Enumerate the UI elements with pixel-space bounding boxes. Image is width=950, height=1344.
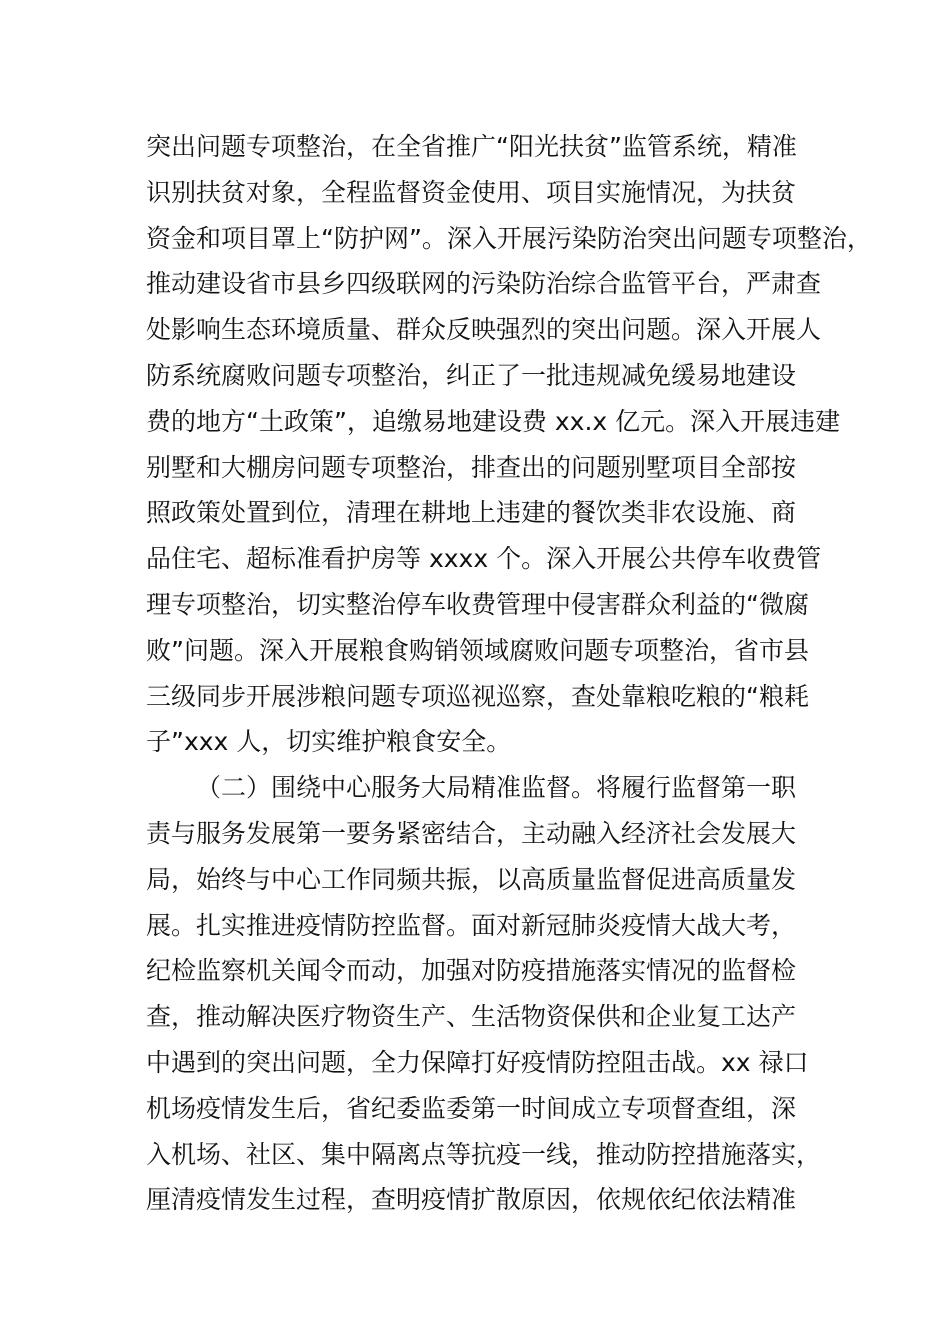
text-line: 中遇到的突出问题，全力保障打好疫情防控阻击战。xx 禄口 [146, 1047, 809, 1077]
text-line: 纪检监察机关闻令而动，加强对防疫措施落实情况的监督检 [146, 956, 797, 986]
text-line: 三级同步开展涉粮问题专项巡视巡察，查处靠粮吃粮的“粮耗 [146, 681, 809, 711]
text-line: 突出问题专项整治，在全省推广“阳光扶贫”监管系统，精准 [146, 132, 797, 161]
text-line: 子”xxx 人，切实维护粮食安全。 [146, 727, 512, 757]
text-line: 推动建设省市县乡四级联网的污染防治综合监管平台，严肃查 [146, 269, 822, 299]
text-line: 品住宅、超标准看护房等 xxxx 个。深入开展公共停车收费管 [146, 544, 822, 574]
text-line: 入机场、社区、集中隔离点等抗疫一线，推动防控措施落实， [146, 1139, 822, 1169]
text-line: 别墅和大棚房问题专项整治，排查出的问题别墅项目全部按 [146, 452, 797, 482]
text-line: 厘清疫情发生过程，查明疫情扩散原因，依规依纪依法精准 [146, 1185, 797, 1215]
text-line: 处影响生态环境质量、群众反映强烈的突出问题。深入开展人 [146, 315, 822, 345]
text-line: 识别扶贫对象，全程监督资金使用、项目实施情况，为扶贫 [146, 177, 797, 207]
body-text [146, 124, 872, 1223]
text-line: 防系统腐败问题专项整治，纠正了一批违规减免缓易地建设 [146, 360, 797, 390]
text-line: 照政策处置到位，清理在耕地上违建的餐饮类非农设施、商 [146, 498, 797, 528]
text-line: 费的地方“土政策”，追缴易地建设费 xx.x 亿元。深入开展违建 [146, 406, 841, 436]
text-line: 资金和项目罩上“防护网”。深入开展污染防治突出问题专项整治， [146, 223, 872, 253]
text-line: 机场疫情发生后，省纪委监委第一时间成立专项督查组，深 [146, 1093, 797, 1123]
text-line: 责与服务发展第一要务紧密结合，主动融入经济社会发展大 [146, 818, 797, 848]
text-line: 败”问题。深入开展粮食购销领域腐败问题专项整治，省市县 [146, 635, 809, 665]
text-line: 局，始终与中心工作同频共振，以高质量监督促进高质量发 [146, 864, 797, 894]
section-heading-line: （二）围绕中心服务大局精准监督。将履行监督第一职 [196, 773, 797, 803]
text-line: 理专项整治，切实整治停车收费管理中侵害群众利益的“微腐 [146, 589, 809, 619]
text-line: 查，推动解决医疗物资生产、生活物资保供和企业复工达产 [146, 1002, 797, 1032]
text-line: 展。扎实推进疫情防控监督。面对新冠肺炎疫情大战大考， [146, 910, 797, 940]
